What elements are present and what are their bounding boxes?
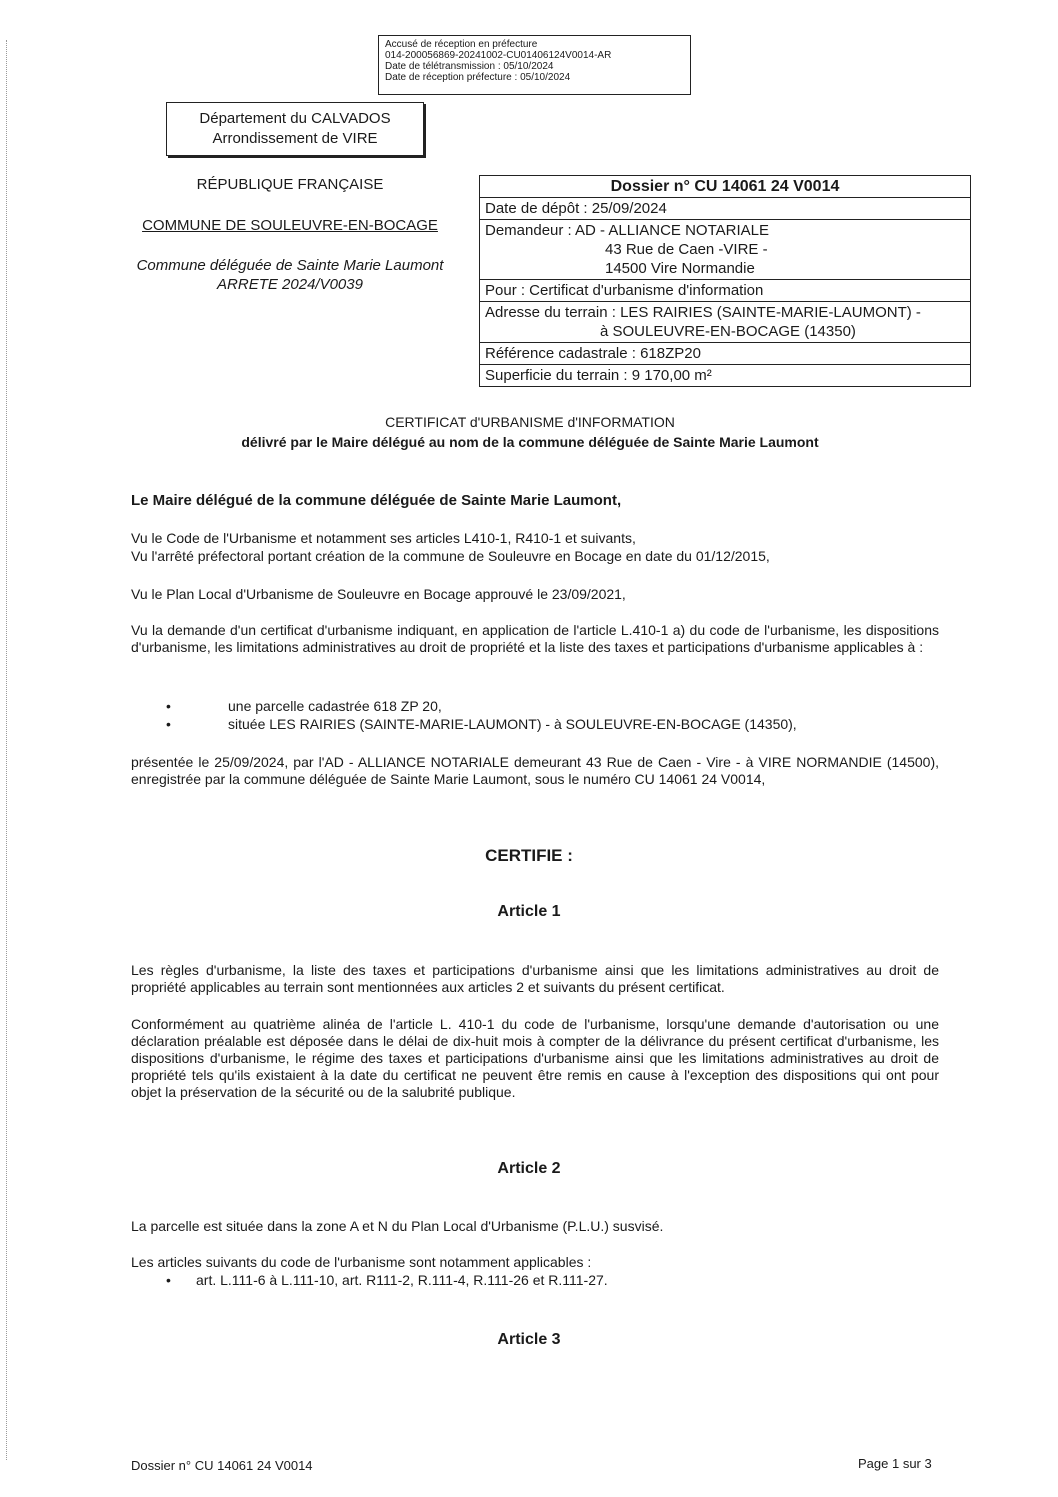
vu-code-urbanisme: Vu le Code de l'Urbanisme et notamment ses articles L410-1, R410-1 et suivants, [131,530,636,546]
stamp-line: Accusé de réception en préfecture [385,39,538,50]
pour: Pour : Certificat d'urbanisme d'information [480,280,970,302]
certificate-title-line: CERTIFICAT d'URBANISME d'INFORMATION [385,414,675,430]
commune-deleguee-block [100,256,480,294]
bullet-text: située LES RAIRIES (SAINTE-MARIE-LAUMONT) - à SOULEUVRE-EN-BOCAGE (14350), [228,716,797,732]
certifie-heading: CERTIFIE : [485,846,573,865]
article-1-heading: Article 1 [497,903,561,920]
commune-heading: COMMUNE DE SOULEUVRE-EN-BOCAGE [142,217,438,234]
article-1-paragraph-1: Les règles d'urbanisme, la liste des taxes et participations d'urbanisme ainsi que les limitations administratives au droit de propriété applicables au terrain sont mentionnées aux articles 2 et suivants du présent certificat. [131,962,939,995]
certificate-subtitle: délivré par le Maire délégué au nom de la commune déléguée de Sainte Marie Laumont [241,434,819,450]
article-2-paragraph-2: Les articles suivants du code de l'urbanisme sont notamment applicables : [131,1254,592,1270]
date-depot: Date de dépôt : 25/09/2024 [480,198,970,220]
commune-deleguee-line: Commune déléguée de Sainte Marie Laumont [136,257,444,274]
article-3-heading: Article 3 [497,1331,561,1348]
arrete-number: ARRETE 2024/V0039 [217,276,363,293]
superficie: Superficie du terrain : 9 170,00 m² [485,367,712,384]
adresse-line: à SOULEUVRE-EN-BOCAGE (14350) [600,323,856,340]
demandeur-name: Demandeur : AD - ALLIANCE NOTARIALE [485,222,769,239]
arrondissement-line: Arrondissement de VIRE [212,130,378,147]
demandeur [480,220,970,280]
bullet-icon: • [166,1272,171,1288]
bullet-icon: • [166,698,171,714]
bullet-text: une parcelle cadastrée 618 ZP 20, [228,698,442,714]
vu-plu: Vu le Plan Local d'Urbanisme de Souleuvre en Bocage approuvé le 23/09/2021, [131,586,626,602]
footer-dossier-number: Dossier n° CU 14061 24 V0014 [131,1458,313,1473]
scan-margin-dots [6,40,8,1460]
demandeur-city: 14500 Vire Normandie [605,260,755,277]
certificate-title [100,412,960,452]
stamp-line: Date de télétransmission : 05/10/2024 [385,61,554,72]
article-2-paragraph-1: La parcelle est située dans la zone A et N du Plan Local d'Urbanisme (P.L.U.) susvisé. [131,1218,664,1234]
stamp-line: Date de réception préfecture : 05/10/2024 [385,72,571,83]
department-line: Département du CALVADOS [199,110,391,127]
demandeur-street: 43 Rue de Caen -VIRE - [605,241,768,258]
footer-page-number: Page 1 sur 3 [858,1456,932,1471]
prefecture-receipt-stamp [378,35,691,95]
article-2-heading: Article 2 [497,1160,561,1177]
bullet-icon: • [166,716,171,732]
vu-demande: Vu la demande d'un certificat d'urbanisme indiquant, en application de l'article L.410-1 a) du code de l'urbanisme, les dispositions d'urbanisme, les limitations administratives au droit de propriété et la liste des taxes et participations d'urbanisme applicables à : [131,622,939,655]
article-1-paragraph-2: Conformément au quatrième alinéa de l'article L. 410-1 du code de l'urbanisme, lorsqu'une demande d'autorisation ou une déclaration préalable est déposée dans le délai de dix-huit mois à compter de la délivrance du présent certificat d'urbanisme, les dispositions d'urbanisme, le régime des taxes et participations d'urbanisme ainsi que les limitations administratives au droit de propriété tels qu'ils existaient à la date du certificat ne peuvent être remis en cause à l'exception des dispositions qui ont pour objet la préservation de la sécurité ou de la salubrité publique. [131,1016,939,1100]
maire-line: Le Maire délégué de la commune déléguée de Sainte Marie Laumont, [131,492,622,509]
department-box [166,102,424,156]
dossier-info-box [479,175,971,387]
bullet-text: art. L.111-6 à L.111-10, art. R111-2, R.111-4, R.111-26 et R.111-27. [196,1272,608,1288]
dossier-number: Dossier n° CU 14061 24 V0014 [480,176,970,198]
reference-cadastrale: Référence cadastrale : 618ZP20 [480,343,970,365]
adresse-line: Adresse du terrain : LES RAIRIES (SAINTE-MARIE-LAUMONT) - [485,304,921,321]
vu-arrete-prefectoral: Vu l'arrêté préfectoral portant création de la commune de Souleuvre en Bocage en date du 01/12/2015, [131,548,770,564]
presentee-paragraph: présentée le 25/09/2024, par l'AD - ALLIANCE NOTARIALE demeurant 43 Rue de Caen - Vire - à VIRE NORMANDIE (14500), enregistrée par la commune déléguée de Sainte Marie Laumont, sous le numéro CU 14061 24 V0014, [131,754,939,787]
adresse-terrain [480,302,970,343]
republique-heading: RÉPUBLIQUE FRANÇAISE [196,176,384,193]
stamp-line: 014-200056869-20241002-CU01406124V0014-AR [385,50,612,61]
